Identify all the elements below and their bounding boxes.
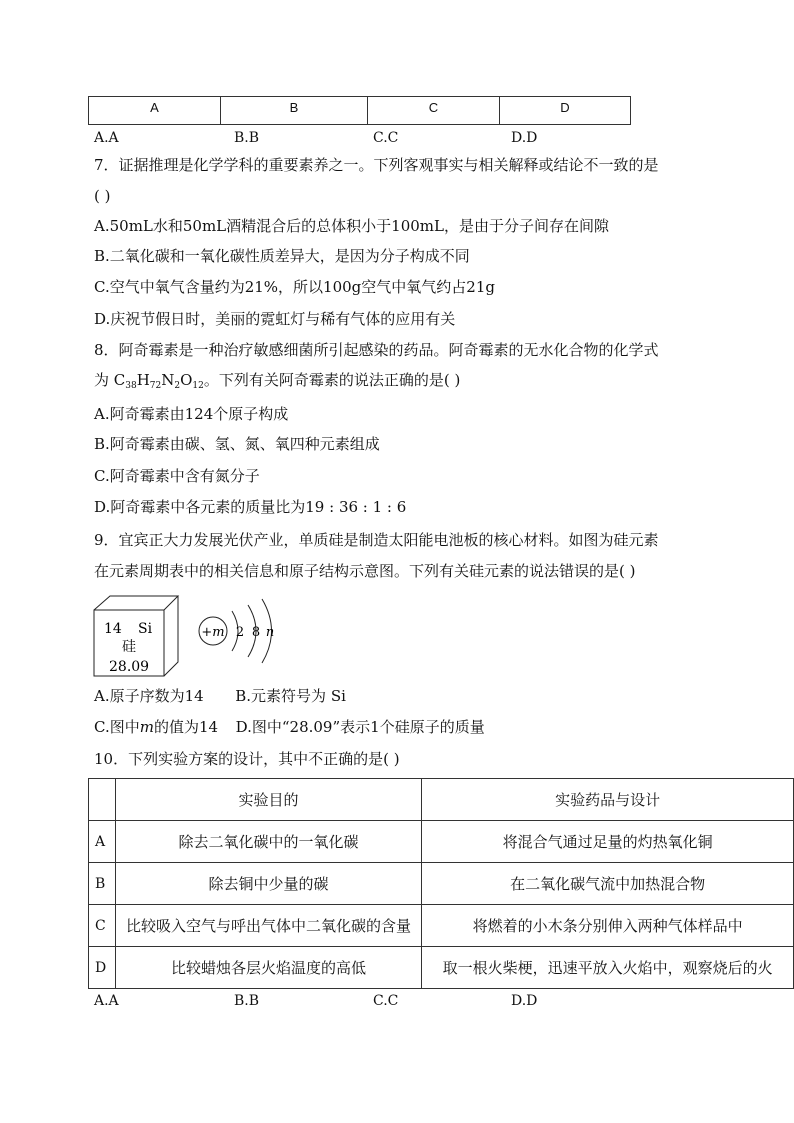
q6-option-c[interactable]: C.C: [373, 130, 399, 146]
q8-sub-o: 12: [192, 381, 204, 391]
header-cell-d: D: [560, 100, 570, 115]
row-label: D: [89, 947, 116, 989]
row-label: B: [89, 863, 116, 905]
q8-el-h: H: [136, 371, 150, 389]
row-design: 在二氧化碳气流中加热混合物: [422, 863, 794, 905]
cell-atomic-mass: 28.09: [109, 659, 150, 675]
shell-3-count: n: [265, 625, 275, 640]
q10-stem: 10．下列实验方案的设计，其中不正确的是( ): [94, 750, 400, 768]
q9-option-b[interactable]: B.元素符号为 Si: [235, 687, 346, 705]
q8-option-a[interactable]: A.阿奇霉素由124个原子构成: [94, 405, 289, 423]
q9-options-row-2: [94, 717, 485, 737]
row-design: 将混合气通过足量的灼热氧化铜: [422, 821, 794, 863]
experiment-table: [88, 778, 794, 989]
nucleus-charge: +m: [201, 625, 225, 640]
header-cell-b: B: [221, 97, 368, 124]
row-purpose: 比较蜡烛各层火焰温度的高低: [115, 947, 421, 989]
q8-formula-post: 。下列有关阿奇霉素的说法正确的是( ): [203, 371, 461, 389]
q8-stem-formula-line: [94, 370, 460, 396]
header-cell-a: A: [89, 97, 221, 124]
q7-option-d[interactable]: D.庆祝节假日时，美丽的霓虹灯与稀有气体的应用有关: [94, 310, 456, 328]
header-cell-design: 实验药品与设计: [422, 779, 794, 821]
q7-stem: 7．证据推理是化学学科的重要素养之一。下列客观事实与相关解释或结论不一致的是: [94, 156, 659, 174]
header-cell-c: C: [368, 97, 500, 124]
q9-option-d[interactable]: D.图中“28.09”表示1个硅原子的质量: [235, 718, 485, 736]
q9-stem-2: 在元素周期表中的相关信息和原子结构示意图。下列有关硅元素的说法错误的是( ): [94, 562, 636, 580]
cell-symbol: Si: [138, 621, 153, 637]
row-purpose: 除去铜中少量的碳: [115, 863, 421, 905]
row-purpose: 比较吸入空气与呼出气体中二氧化碳的含量: [115, 905, 421, 947]
q9-option-c[interactable]: [94, 718, 218, 736]
q6-options: [94, 129, 654, 147]
q7-option-c[interactable]: C.空气中氧气含量约为21%，所以100g空气中氧气约占21g: [94, 278, 495, 296]
q8-el-o: O: [180, 371, 193, 389]
row-label: C: [89, 905, 116, 947]
row-purpose: 除去二氧化碳中的一氧化碳: [115, 821, 421, 863]
q7-stem-bracket: ( ): [94, 187, 111, 205]
atom-structure-diagram: [199, 599, 274, 663]
q8-sub-c: 38: [125, 381, 137, 391]
q8-sub-n: 2: [174, 381, 181, 391]
q10-options: [94, 992, 654, 1010]
table-row: [89, 905, 794, 947]
q10-option-c[interactable]: C.C: [373, 993, 399, 1009]
q10-option-a[interactable]: A.A: [94, 993, 119, 1009]
row-design: 取一根火柴梗，迅速平放入火焰中，观察烧后的火: [422, 947, 794, 989]
q9-stem: 9．宜宾正大力发展光伏产业，单质硅是制造太阳能电池板的核心材料。如图为硅元素: [94, 531, 659, 549]
q6-option-d[interactable]: D.D: [511, 130, 538, 146]
cell-atomic-number: 14: [104, 621, 122, 637]
table-header-row: [89, 779, 794, 821]
q9-option-c-pre: C.图中: [94, 718, 140, 736]
q9-option-c-post: 的值为14: [153, 718, 219, 736]
table-row: [89, 821, 794, 863]
answer-header-table: [88, 96, 631, 125]
q8-option-b[interactable]: B.阿奇霉素由碳、氢、氮、氧四种元素组成: [94, 435, 380, 453]
q6-option-b[interactable]: B.B: [234, 130, 260, 146]
q10-option-d[interactable]: D.D: [511, 993, 538, 1009]
cell-element-name: 硅: [122, 639, 136, 655]
q10-option-b[interactable]: B.B: [234, 993, 260, 1009]
q8-el-n: N: [161, 371, 175, 389]
table-row: [89, 947, 794, 989]
q9-options-row-1: [94, 686, 346, 706]
header-cell-purpose: 实验目的: [115, 779, 421, 821]
row-design: 将燃着的小木条分别伸入两种气体样品中: [422, 905, 794, 947]
shell-1-count: 2: [235, 625, 245, 640]
q8-stem: 8．阿奇霉素是一种治疗敏感细菌所引起感染的药品。阿奇霉素的无水化合物的化学式: [94, 341, 659, 359]
q8-option-c[interactable]: C.阿奇霉素中含有氮分子: [94, 467, 260, 485]
table-row: [89, 863, 794, 905]
q7-option-b[interactable]: B.二氧化碳和一氧化碳性质差异大，是因为分子构成不同: [94, 247, 470, 265]
shell-2-count: 8: [251, 625, 261, 640]
row-label: A: [89, 821, 116, 863]
q7-option-a[interactable]: A.50mL水和50mL酒精混合后的总体积小于100mL，是由于分子间存在间隙: [94, 217, 609, 235]
q8-sub-h: 72: [149, 381, 162, 391]
q8-formula-pre: 为 C: [94, 371, 126, 389]
q6-option-a[interactable]: A.A: [94, 130, 119, 146]
q9-option-c-var: m: [139, 718, 154, 736]
header-cell-label: [89, 779, 116, 821]
q9-option-a[interactable]: A.原子序数为14: [94, 687, 204, 705]
silicon-figure: [92, 594, 275, 678]
q8-option-d[interactable]: D.阿奇霉素中各元素的质量比为19 : 36 : 1 : 6: [94, 498, 407, 516]
